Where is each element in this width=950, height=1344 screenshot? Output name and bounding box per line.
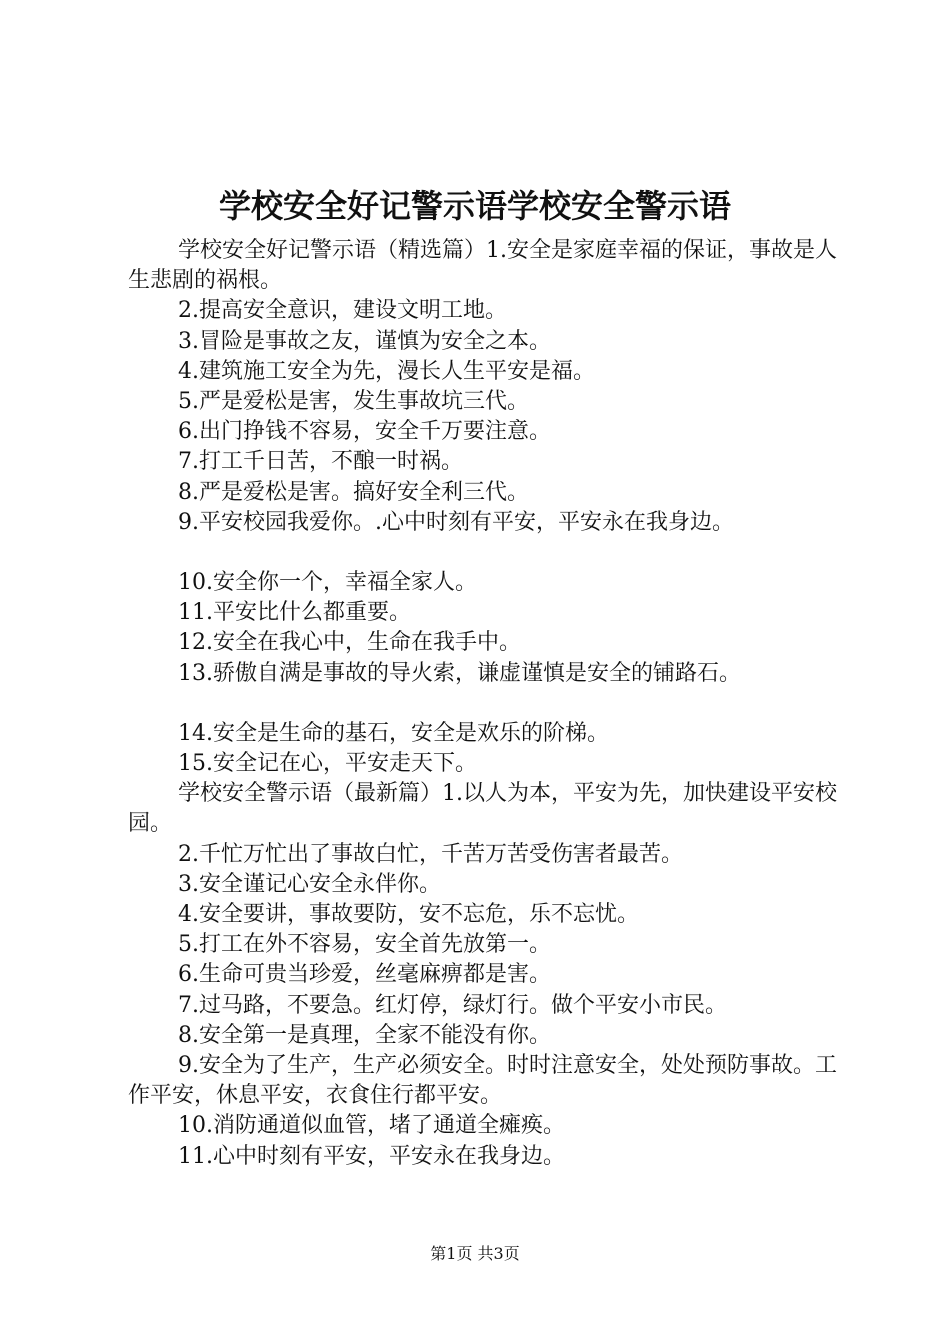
paragraph-item: 6.出门挣钱不容易，安全千万要注意。 (178, 419, 551, 445)
paragraph-item: 12.安全在我心中，生命在我手中。 (178, 630, 521, 656)
paragraph-item: 3.安全谨记心安全永伴你。 (178, 871, 441, 897)
paragraph-item: 13.骄傲自满是事故的导火索，谦虚谨慎是安全的铺路石。 (178, 660, 741, 686)
paragraph-item: 8.严是爱松是害。搞好安全利三代。 (178, 479, 529, 505)
paragraph-item: 4.建筑施工安全为先，漫长人生平安是福。 (178, 358, 595, 384)
paragraph-intro-1: 学校安全好记警示语（精选篇）1.安全是家庭幸福的保证，事故是人生悲剧的祸根。 (128, 238, 837, 294)
paragraph-item: 6.生命可贵当珍爱，丝毫麻痹都是害。 (178, 962, 551, 988)
paragraph-item: 15.安全记在心，平安走天下。 (178, 751, 477, 777)
document-body (128, 236, 848, 1172)
paragraph-intro-2: 学校安全警示语（最新篇）1.以人为本，平安为先，加快建设平安校园。 (128, 781, 837, 837)
paragraph-item: 11.心中时刻有平安，平安永在我身边。 (178, 1143, 565, 1169)
paragraph-item: 4.安全要讲，事故要防，安不忘危，乐不忘忧。 (178, 902, 639, 928)
paragraph-item: 10.安全你一个，幸福全家人。 (178, 570, 477, 596)
paragraph-item: 8.安全第一是真理，全家不能没有你。 (178, 1022, 551, 1048)
paragraph-item: 7.过马路，不要急。红灯停，绿灯行。做个平安小市民。 (178, 992, 727, 1018)
paragraph-item: 5.打工在外不容易，安全首先放第一。 (178, 932, 551, 958)
paragraph-spacer (128, 689, 848, 719)
paragraph-item: 11.平安比什么都重要。 (178, 600, 411, 626)
paragraph-item: 10.消防通道似血管，堵了通道全瘫痪。 (178, 1113, 565, 1139)
paragraph-item: 2.千忙万忙出了事故白忙，千苦万苦受伤害者最苦。 (178, 841, 683, 867)
paragraph-item: 14.安全是生命的基石，安全是欢乐的阶梯。 (178, 720, 609, 746)
paragraph-item: 9.平安校园我爱你。.心中时刻有平安，平安永在我身边。 (178, 509, 734, 535)
paragraph-item: 2.提高安全意识，建设文明工地。 (178, 298, 507, 324)
paragraph-item: 9.安全为了生产，生产必须安全。时时注意安全，处处预防事故。工作平安，休息平安，衣食住行都平安。 (128, 1053, 837, 1109)
document-title: 学校安全好记警示语学校安全警示语 (218, 187, 731, 225)
page-footer: 第1页 共3页 (430, 1244, 520, 1263)
paragraph-item: 3.冒险是事故之友，谨慎为安全之本。 (178, 328, 551, 354)
paragraph-item: 5.严是爱松是害，发生事故坑三代。 (178, 389, 529, 415)
paragraph-item: 7.打工千日苦，不酿一时祸。 (178, 449, 463, 475)
paragraph-spacer (128, 538, 848, 568)
